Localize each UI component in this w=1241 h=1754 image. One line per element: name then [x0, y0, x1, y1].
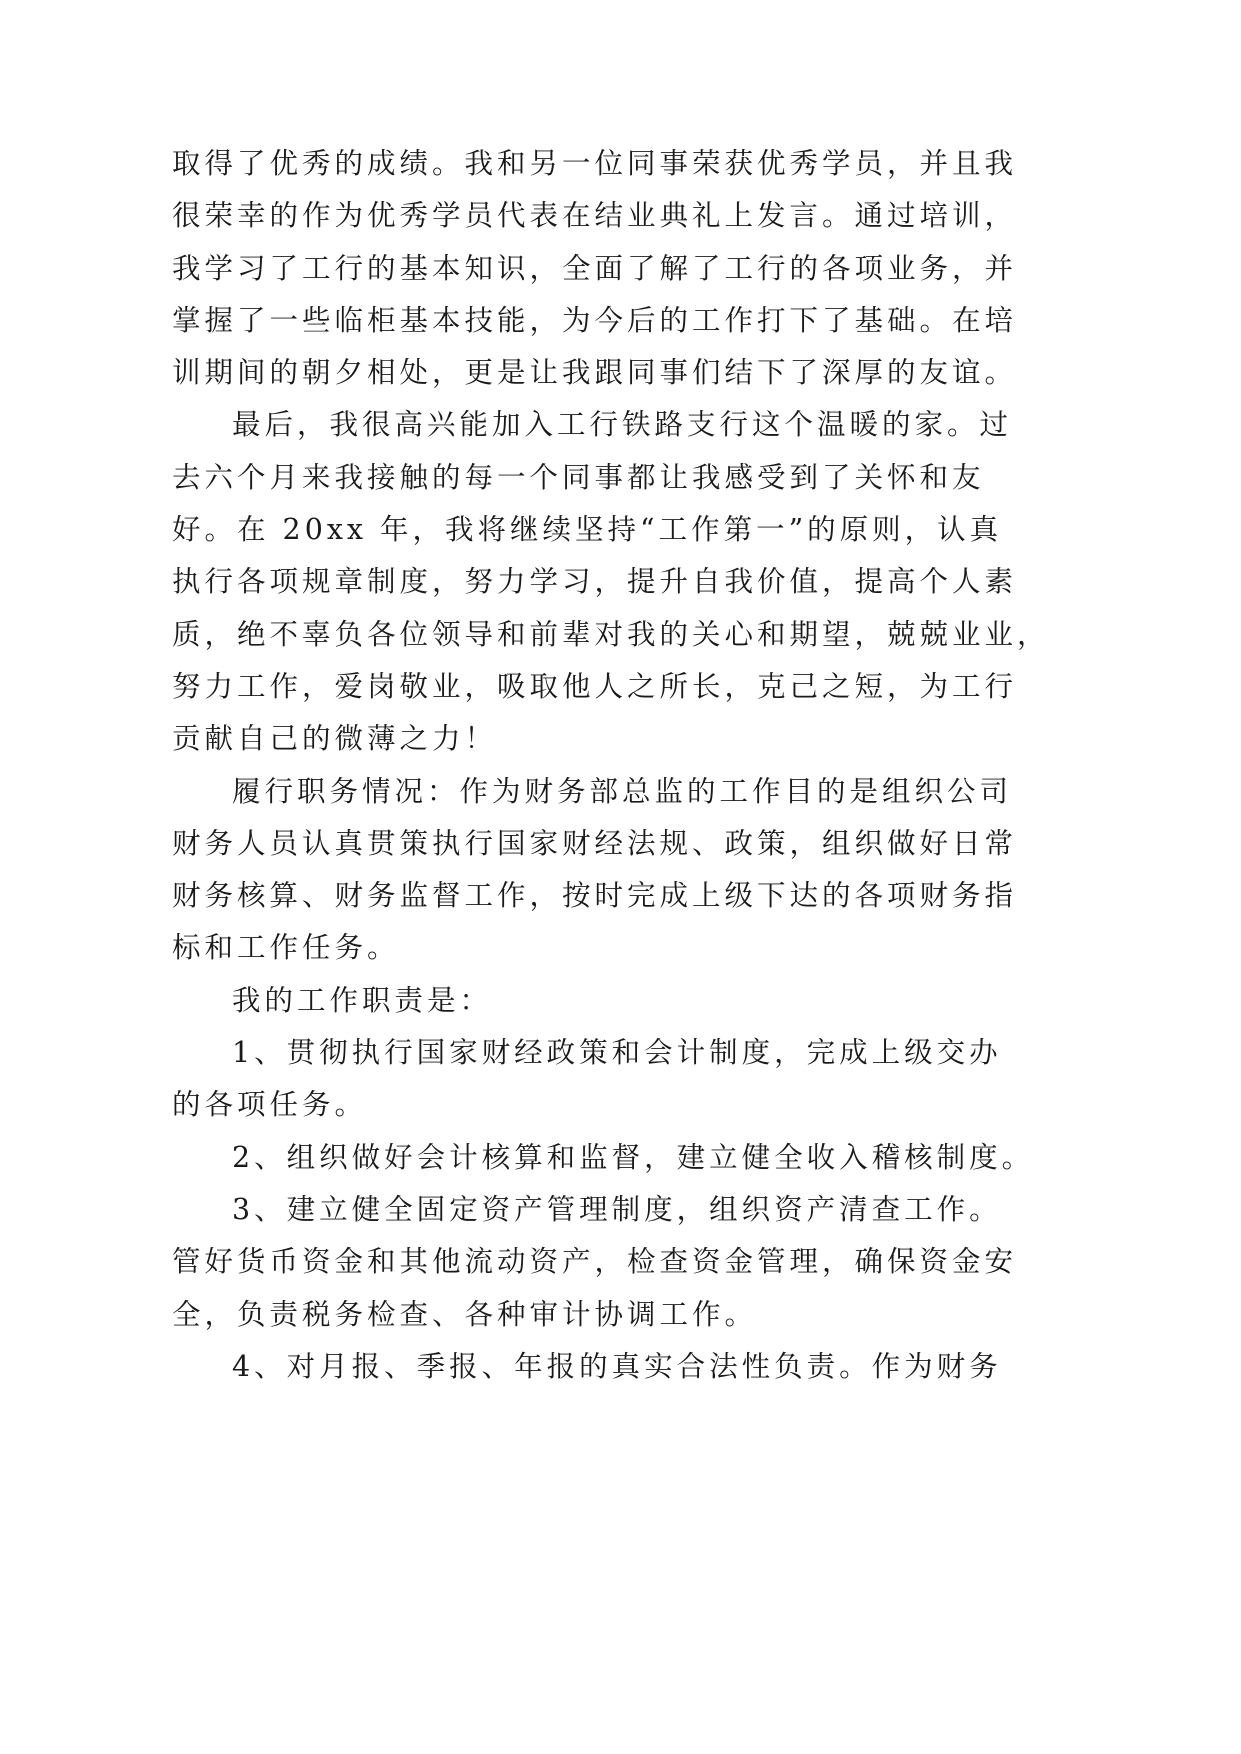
text-line: 管好货币资金和其他流动资产，检查资金管理，确保资金安	[172, 1245, 1018, 1279]
list-item-1: 1、贯彻执行国家财经政策和会计制度，完成上级交办	[232, 1036, 1002, 1070]
text-line: 质，绝不辜负各位领导和前辈对我的关心和期望，兢兢业业，	[172, 617, 1050, 651]
text-line: 训期间的朝夕相处，更是让我跟同事们结下了深厚的友谊。	[172, 356, 1018, 390]
paragraph-first-line: 履行职务情况：作为财务部总监的工作目的是组织公司	[232, 774, 1013, 808]
text-line: 的各项任务。	[172, 1088, 368, 1122]
text-line: 很荣幸的作为优秀学员代表在结业典礼上发言。通过培训，	[172, 199, 1018, 233]
text-line: 贡献自己的微薄之力！	[172, 722, 498, 756]
text-line: 去六个月来我接触的每一个同事都让我感受到了关怀和友	[172, 460, 985, 494]
text-line: 我学习了工行的基本知识，全面了解了工行的各项业务，并	[172, 251, 1018, 285]
text-line: 努力工作，爱岗敬业，吸取他人之所长，克己之短，为工行	[172, 669, 1018, 703]
document-body	[172, 138, 1050, 1393]
text-line: 取得了优秀的成绩。我和另一位同事荣获优秀学员，并且我	[172, 147, 1018, 180]
text-line: 掌握了一些临柜基本技能，为今后的工作打下了基础。在培	[172, 303, 1018, 337]
list-item-3: 3、建立健全固定资产管理制度，组织资产清查工作。	[232, 1192, 1002, 1226]
text-line: 全，负责税务检查、各种审计协调工作。	[172, 1297, 758, 1331]
list-item-2: 2、组织做好会计核算和监督，建立健全收入稽核制度。	[232, 1140, 1035, 1174]
text-line: 财务人员认真贯策执行国家财经法规、政策，组织做好日常	[172, 826, 1018, 860]
text-line: 标和工作任务。	[172, 931, 400, 965]
paragraph-first-line: 我的工作职责是：	[232, 983, 493, 1017]
text-line: 好。在 20xx 年，我将继续坚持“工作第一”的原则，认真	[172, 513, 1003, 547]
paragraph-first-line: 最后，我很高兴能加入工行铁路支行这个温暖的家。过	[232, 408, 1013, 442]
text-line: 执行各项规章制度，努力学习，提升自我价值，提高个人素	[172, 565, 1018, 599]
list-item-4: 4、对月报、季报、年报的真实合法性负责。作为财务	[232, 1349, 1002, 1383]
text-line: 财务核算、财务监督工作，按时完成上级下达的各项财务指	[172, 879, 1018, 913]
